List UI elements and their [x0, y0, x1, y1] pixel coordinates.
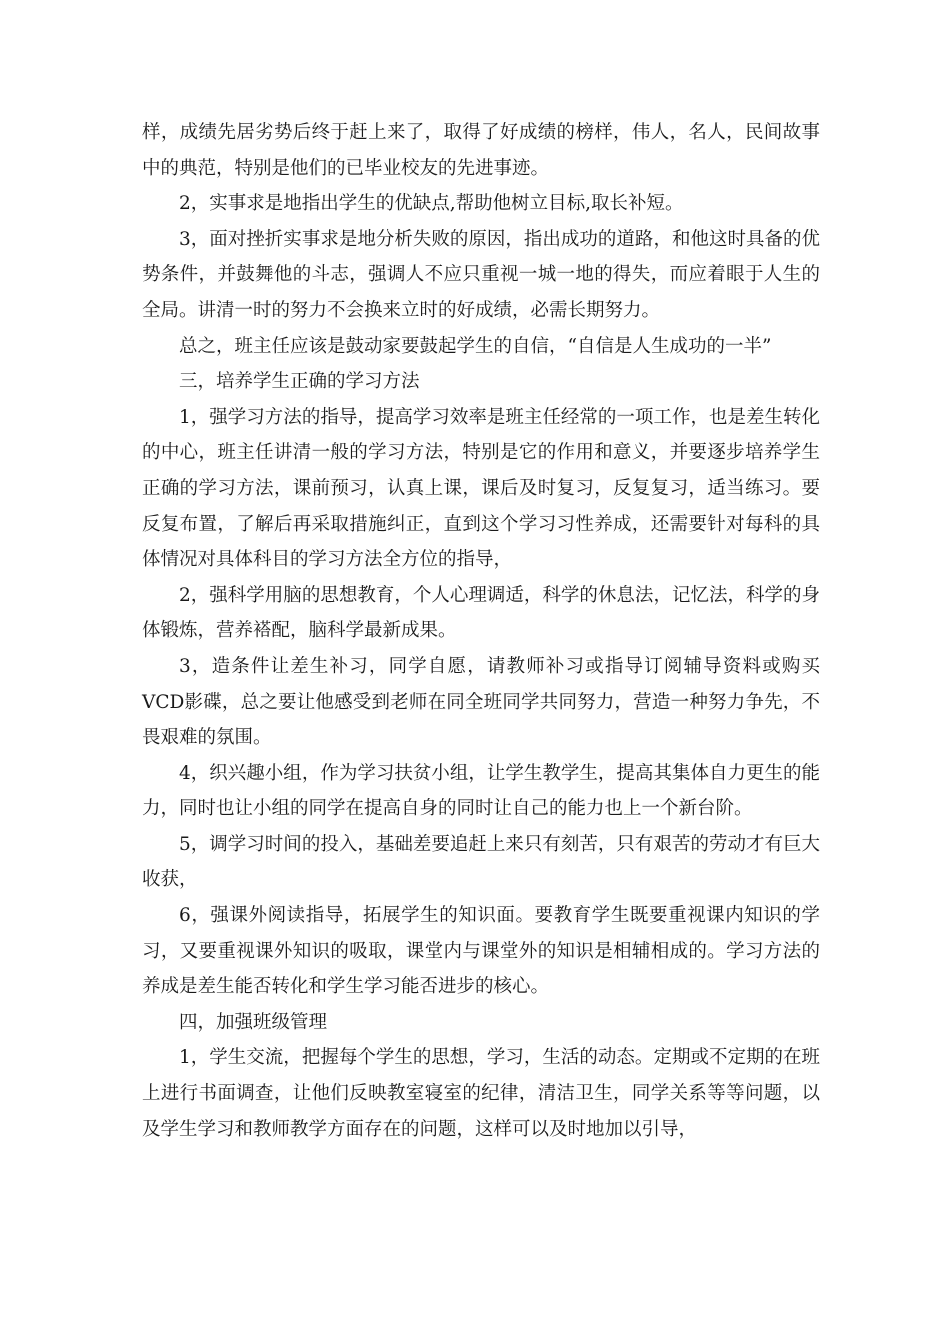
paragraph-13: 1，学生交流，把握每个学生的思想，学习，生活的动态。定期或不定期的在班上进行书面调查，让他们反映教室寝室的纪律，清洁卫生，同学关系等等问题，以及学生学习和教师教学方面存在的问题，这样可以及时地加以引导， — [142, 1047, 820, 1140]
paragraph-8: 3，造条件让差生补习，同学自愿，请教师补习或指导订阅辅导资料或购买VCD影碟，总之要让他感受到老师在同全班同学共同努力，营造一种努力争先，不畏艰难的氛围。 — [142, 655, 820, 749]
section-heading-3: 三，培养学生正确的学习方法 — [179, 371, 420, 393]
paragraph-11: 6，强课外阅读指导，拓展学生的知识面。要教育学生既要重视课内知识的学习，又要重视课外知识的吸取，课堂内与课堂外的知识是相辅相成的。学习方法的养成是差生能否转化和学生学习能否进步的核心。 — [142, 905, 820, 998]
paragraph-7: 2，强科学用脑的思想教育，个人心理调适，科学的休息法，记忆法，科学的身体锻炼，营养褡配，脑科学最新成果。 — [142, 584, 820, 642]
paragraph-10: 5，调学习时间的投入，基础差要追赶上来只有刻苦，只有艰苦的劳动才有巨大收获， — [142, 833, 820, 891]
paragraph-9: 4，织兴趣小组，作为学习扶贫小组，让学生教学生，提高其集体自力更生的能力，同时也让小组的同学在提高自身的同时让自己的能力也上一个新台阶。 — [142, 762, 820, 820]
paragraph-4: 总之，班主任应该是鼓动家要鼓起学生的自信，“自信是人生成功的一半” — [179, 335, 772, 357]
paragraph-2: 2，实事求是地指出学生的优缺点,帮助他树立目标,取长补短。 — [179, 193, 684, 215]
paragraph-6: 1，强学习方法的指导，提高学习效率是班主任经常的一项工作，也是差生转化的中心，班主任讲清一般的学习方法，特别是它的作用和意义，并要逐步培养学生正确的学习方法，课前预习，认真上课，课后及时复习，反复复习，适当练习。要反复布置，了解后再采取措施纠正，直到这个学习习性养成，还需要针对每科的具体情况对具体科目的学习方法全方位的指导， — [142, 406, 820, 571]
section-heading-4: 四，加强班级管理 — [179, 1011, 328, 1033]
paragraph-3: 3，面对挫折实事求是地分析失败的原因，指出成功的道路，和他这时具备的优势条件，并鼓舞他的斗志，强调人不应只重视一城一地的得失，而应着眼于人生的全局。讲清一时的努力不会换来立时的好成绩，必需长期努力。 — [142, 228, 820, 321]
document-body — [142, 115, 820, 1147]
paragraph-1: 样，成绩先居劣势后终于赶上来了，取得了好成绩的榜样，伟人，名人，民间故事中的典范，特别是他们的已毕业校友的先进事迹。 — [142, 122, 820, 179]
